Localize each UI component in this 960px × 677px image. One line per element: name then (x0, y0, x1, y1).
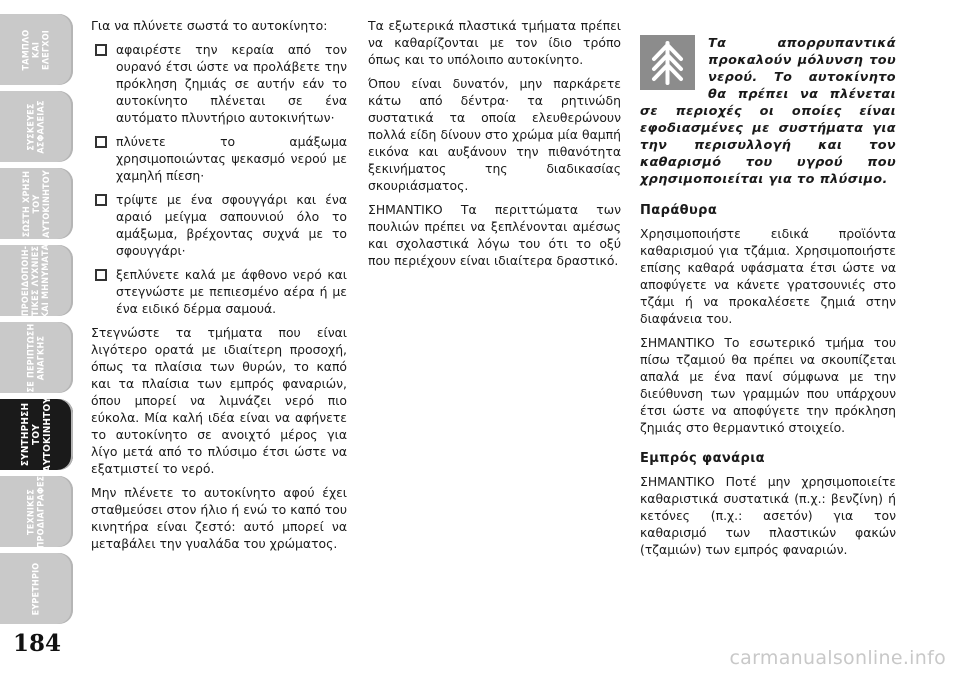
tab-label: ΠΡΟΕΙΔΟΠΟΙΗ- ΤΙΚΕΣ ΛΥΧΝΙΕΣ ΚΑΙ ΜΗΝΥΜΑΤΑ (21, 243, 52, 318)
washing-steps-list (91, 41, 347, 317)
tab-label: ΤΑΜΠΛΟ ΚΑΙ ΕΛΕΓΧΟΙ (21, 29, 52, 70)
tab-label: ΤΕΧΝΙΚΕΣ ΠΡΟΔΙΑΓΡΑΦΕΣ (26, 475, 47, 548)
paragraph: ΣΗΜΑΝΤΙΚΟ Το εσωτερικό τμήμα του πίσω τζαμιού θα πρέπει να σκουπίζεται απαλά με ένα πανί σύμφωνα με την διεύθυνση των γραμμών που υπάρχουν έτσι ώστε να αποφύγετε την πρόκληση ζημιάς στο θερμαντικό στοιχείο. (640, 335, 896, 435)
list-item: αφαιρέστε την κεραία από τον ουρανό έτσι ώστε να προλάβετε την πρόκληση ζημιάς σε αυτήν εάν το αυτοκίνητο πλένεται σε ένα αυτόματο πλυντήριο αυτοκινήτων· (91, 41, 347, 126)
tab-warning-lights[interactable] (0, 245, 73, 316)
list-item: πλύνετε το αμάξωμα χρησιμοποιώντας ψεκασμό νερού με χαμηλή πίεση· (91, 133, 347, 184)
tab-emergency[interactable] (0, 322, 73, 393)
tab-dashboard-controls[interactable] (0, 14, 73, 85)
heading-headlights: Εμπρός φανάρια (640, 451, 765, 466)
tab-label: ΣΩΣΤΗ ΧΡΗΣΗ ΤΟΥ ΑΥΤΟΚΙΝΗΤΟΥ (21, 169, 52, 238)
column-middle (368, 17, 621, 276)
intro-text: Για να πλύνετε σωστά το αυτοκίνητο: (91, 18, 328, 33)
tab-label: ΣΕ ΠΕΡΙΠΤΩΣΗ ΑΝΑΓΚΗΣ (26, 322, 47, 393)
paragraph: ΣΗΜΑΝΤΙΚΟ Ποτέ μην χρησιμοποιείτε καθαριστικά συστατικά (π.χ.: βενζίνη) ή κετόνες (π.χ.: ασετόν) για τον καθαρισμό των πλαστικών φακών (τζαμιών) των εμπρός φαναριών. (640, 474, 896, 557)
column-left (91, 17, 347, 559)
heading-windows: Παράθυρα (640, 203, 718, 218)
paragraph: Τα εξωτερικά πλαστικά τμήματα πρέπει να καθαρίζονται με τον ίδιο τρόπο όπως και το υπόλοιπο αυτοκίνητο. (368, 18, 621, 67)
tab-safety-devices[interactable] (0, 91, 73, 162)
tab-label: ΣΥΣΚΕΥΕΣ ΑΣΦΑΛΕΙΑΣ (26, 99, 47, 154)
paragraph: Μην πλένετε το αυτοκίνητο αφού έχει σταθμεύσει στον ήλιο ή ενώ το καπό του κινητήρα είναι ζεστό: αυτό μπορεί να μεταβάλει την γυαλάδα του χρώματος. (91, 485, 347, 551)
tab-correct-use[interactable] (0, 168, 73, 239)
watermark: carmanualsonline.info (729, 647, 946, 669)
list-item: τρίψτε με ένα σφουγγάρι και ένα αραιό μείγμα σαπουνιού όλο το αμάξωμα, βρέχοντας συχνά με το σφουγγάρι· (91, 191, 347, 259)
tab-technical-specs[interactable] (0, 476, 73, 547)
paragraph: Στεγνώστε τα τμήματα που είναι λιγότερο ορατά με ιδιαίτερη προσοχή, όπως τα πλαίσια των θυρών, το καπό και τα πλαίσια των εμπρός φαναριών, όπου μπορεί να λιμνάζει νερό πιο εύκολα. Μία καλή ιδέα είναι να αφήνετε το αυτοκίνητο σε ανοιχτό μέρος για λίγο μετά από το πλύσιμο έτσι ώστε να εξατμιστεί το νερό. (91, 325, 347, 476)
tree-icon (640, 35, 695, 90)
tab-maintenance[interactable] (0, 396, 73, 473)
paragraph: ΣΗΜΑΝΤΙΚΟ Τα περιττώματα των πουλιών πρέπει να ξεπλένονται αμέσως και σχολαστικά λόγω του ότι το οξύ που περιέχουν είναι ιδιαίτερα δραστικό. (368, 202, 621, 268)
eco-note-text: Τα απορρυπαντικά προκαλούν μόλυνση του νερού. Το αυτοκίνητο θα πρέπει να πλένεται σε περιοχές οι οποίες είναι εφοδιασμένες με συστήματα για την περισυλλογή και τον καθαρισμό του υγρού που χρησιμοποιείται για το πλύσιμο. (640, 36, 896, 187)
tab-index[interactable] (0, 553, 73, 624)
list-item: ξεπλύνετε καλά με άφθονο νερό και στεγνώστε με πεπιεσμένο αέρα ή με ένα ειδικό δέρμα σαμουά. (91, 266, 347, 317)
tab-label: ΣΥΝΤΗΡΗΣΗ ΤΟΥ ΑΥΤΟΚΙΝΗΤΟΥ (20, 396, 54, 473)
eco-note (640, 35, 896, 188)
paragraph: Χρησιμοποιήστε ειδικά προϊόντα καθαρισμού για τζάμια. Χρησιμοποιήστε επίσης καθαρά υφάσματα έτσι ώστε να αποφύγετε να κάνετε γρατσουνιές στο τζάμι ή να προκαλέσετε ζημιά στην διαφάνεια του. (640, 226, 896, 326)
paragraph: Όπου είναι δυνατόν, μην παρκάρετε κάτω από δέντρα· τα ρητινώδη συστατικά τα οποία ελευθερώνουν πολλά είδη δίνουν στο χρώμα μία θαμπή εικόνα και αυξάνουν την πιθανότητα ξεκινήματος της διαδικασίας σκουριάσματος. (368, 76, 621, 193)
page-number: 184 (13, 630, 62, 657)
column-right (640, 35, 896, 565)
tab-label: ΕΥΡΕΤΗΡΙΟ (31, 562, 42, 615)
